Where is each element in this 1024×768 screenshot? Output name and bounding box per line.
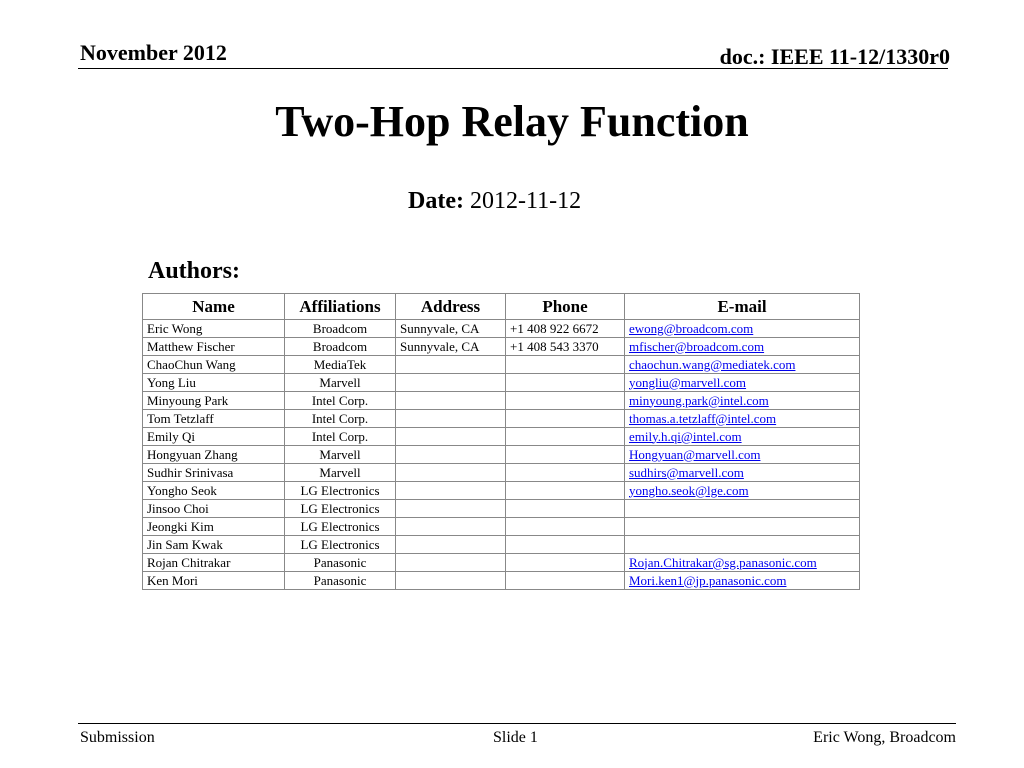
email-link[interactable]: sudhirs@marvell.com: [629, 464, 744, 480]
address-cell: [396, 464, 506, 482]
affiliation-cell: MediaTek: [285, 356, 396, 374]
name-cell: Matthew Fischer: [143, 338, 285, 356]
address-cell: [396, 356, 506, 374]
email-link[interactable]: thomas.a.tetzlaff@intel.com: [629, 410, 777, 426]
name-cell: Jinsoo Choi: [143, 500, 285, 518]
address-cell: [396, 536, 506, 554]
phone-cell: [506, 482, 625, 500]
email-link[interactable]: minyoung.park@intel.com: [629, 392, 769, 408]
header-doc-id: doc.: IEEE 11-12/1330r0: [719, 44, 950, 69]
address-cell: [396, 500, 506, 518]
affiliation-cell: LG Electronics: [285, 500, 396, 518]
table-row: [143, 320, 860, 338]
email-cell: [625, 392, 860, 410]
address-cell: [396, 374, 506, 392]
phone-cell: +1 408 543 3370: [506, 338, 625, 356]
column-header-name: Name: [143, 294, 285, 320]
date-value: 2012-11-12: [469, 188, 582, 214]
affiliation-cell: Panasonic: [285, 554, 396, 572]
footer-slide-number: Slide 1: [493, 729, 538, 746]
slide-title: Two-Hop Relay Function: [275, 97, 749, 146]
email-link[interactable]: Mori.ken1@jp.panasonic.com: [629, 572, 787, 588]
header-divider: [78, 68, 948, 69]
address-cell: [396, 428, 506, 446]
table-row: [143, 536, 860, 554]
date-line: [408, 188, 581, 215]
email-link[interactable]: yongho.seok@lge.com: [629, 482, 749, 498]
email-cell: [625, 572, 860, 590]
affiliation-cell: Broadcom: [285, 320, 396, 338]
footer-author: Eric Wong, Broadcom: [813, 729, 956, 746]
name-cell: Rojan Chitrakar: [143, 554, 285, 572]
email-cell: [625, 320, 860, 338]
column-header-email: E-mail: [625, 294, 860, 320]
phone-cell: [506, 554, 625, 572]
name-cell: Ken Mori: [143, 572, 285, 590]
affiliation-cell: Intel Corp.: [285, 392, 396, 410]
email-cell: [625, 500, 860, 518]
email-link[interactable]: Rojan.Chitrakar@sg.panasonic.com: [629, 554, 817, 570]
phone-cell: [506, 446, 625, 464]
name-cell: Jeongki Kim: [143, 518, 285, 536]
phone-cell: [506, 374, 625, 392]
date-label: Date:: [408, 188, 464, 214]
email-link[interactable]: chaochun.wang@mediatek.com: [629, 356, 796, 372]
address-cell: [396, 482, 506, 500]
affiliation-cell: Intel Corp.: [285, 428, 396, 446]
email-cell: [625, 428, 860, 446]
email-link[interactable]: emily.h.qi@intel.com: [629, 428, 742, 444]
phone-cell: +1 408 922 6672: [506, 320, 625, 338]
address-cell: [396, 392, 506, 410]
email-cell: [625, 464, 860, 482]
address-cell: [396, 554, 506, 572]
column-header-affiliations: Affiliations: [285, 294, 396, 320]
name-cell: ChaoChun Wang: [143, 356, 285, 374]
footer-submission: Submission: [80, 729, 155, 746]
affiliation-cell: Intel Corp.: [285, 410, 396, 428]
address-cell: Sunnyvale, CA: [396, 338, 506, 356]
name-cell: Sudhir Srinivasa: [143, 464, 285, 482]
phone-cell: [506, 500, 625, 518]
email-cell: [625, 446, 860, 464]
table-row: [143, 392, 860, 410]
name-cell: Hongyuan Zhang: [143, 446, 285, 464]
email-cell: [625, 554, 860, 572]
table-row: [143, 374, 860, 392]
email-link[interactable]: mfischer@broadcom.com: [629, 338, 765, 354]
affiliation-cell: Broadcom: [285, 338, 396, 356]
authors-heading: Authors:: [148, 258, 241, 284]
phone-cell: [506, 356, 625, 374]
phone-cell: [506, 518, 625, 536]
header-date: November 2012: [80, 40, 227, 65]
affiliation-cell: LG Electronics: [285, 518, 396, 536]
address-cell: [396, 572, 506, 590]
table-row: [143, 464, 860, 482]
name-cell: Yongho Seok: [143, 482, 285, 500]
table-row: [143, 554, 860, 572]
affiliation-cell: Marvell: [285, 464, 396, 482]
email-cell: [625, 518, 860, 536]
email-cell: [625, 410, 860, 428]
email-link[interactable]: ewong@broadcom.com: [629, 320, 754, 336]
email-cell: [625, 482, 860, 500]
phone-cell: [506, 572, 625, 590]
column-header-address: Address: [396, 294, 506, 320]
phone-cell: [506, 392, 625, 410]
affiliation-cell: LG Electronics: [285, 536, 396, 554]
name-cell: Emily Qi: [143, 428, 285, 446]
table-row: [143, 356, 860, 374]
email-cell: [625, 536, 860, 554]
email-cell: [625, 338, 860, 356]
table-header-row: [143, 294, 860, 320]
phone-cell: [506, 464, 625, 482]
table-row: [143, 482, 860, 500]
affiliation-cell: Marvell: [285, 446, 396, 464]
address-cell: [396, 410, 506, 428]
table-row: [143, 500, 860, 518]
affiliation-cell: Panasonic: [285, 572, 396, 590]
address-cell: [396, 518, 506, 536]
affiliation-cell: Marvell: [285, 374, 396, 392]
table-row: [143, 410, 860, 428]
email-cell: [625, 356, 860, 374]
table-row: [143, 518, 860, 536]
email-link[interactable]: Hongyuan@marvell.com: [629, 446, 761, 462]
authors-table: [142, 293, 860, 590]
table-row: [143, 428, 860, 446]
email-cell: [625, 374, 860, 392]
address-cell: [396, 446, 506, 464]
email-link[interactable]: yongliu@marvell.com: [629, 374, 747, 390]
name-cell: Minyoung Park: [143, 392, 285, 410]
name-cell: Yong Liu: [143, 374, 285, 392]
footer-divider: [78, 723, 956, 724]
phone-cell: [506, 428, 625, 446]
name-cell: Tom Tetzlaff: [143, 410, 285, 428]
affiliation-cell: LG Electronics: [285, 482, 396, 500]
phone-cell: [506, 536, 625, 554]
table-row: [143, 572, 860, 590]
name-cell: Eric Wong: [143, 320, 285, 338]
address-cell: Sunnyvale, CA: [396, 320, 506, 338]
column-header-phone: Phone: [506, 294, 625, 320]
table-row: [143, 338, 860, 356]
table-row: [143, 446, 860, 464]
name-cell: Jin Sam Kwak: [143, 536, 285, 554]
phone-cell: [506, 410, 625, 428]
